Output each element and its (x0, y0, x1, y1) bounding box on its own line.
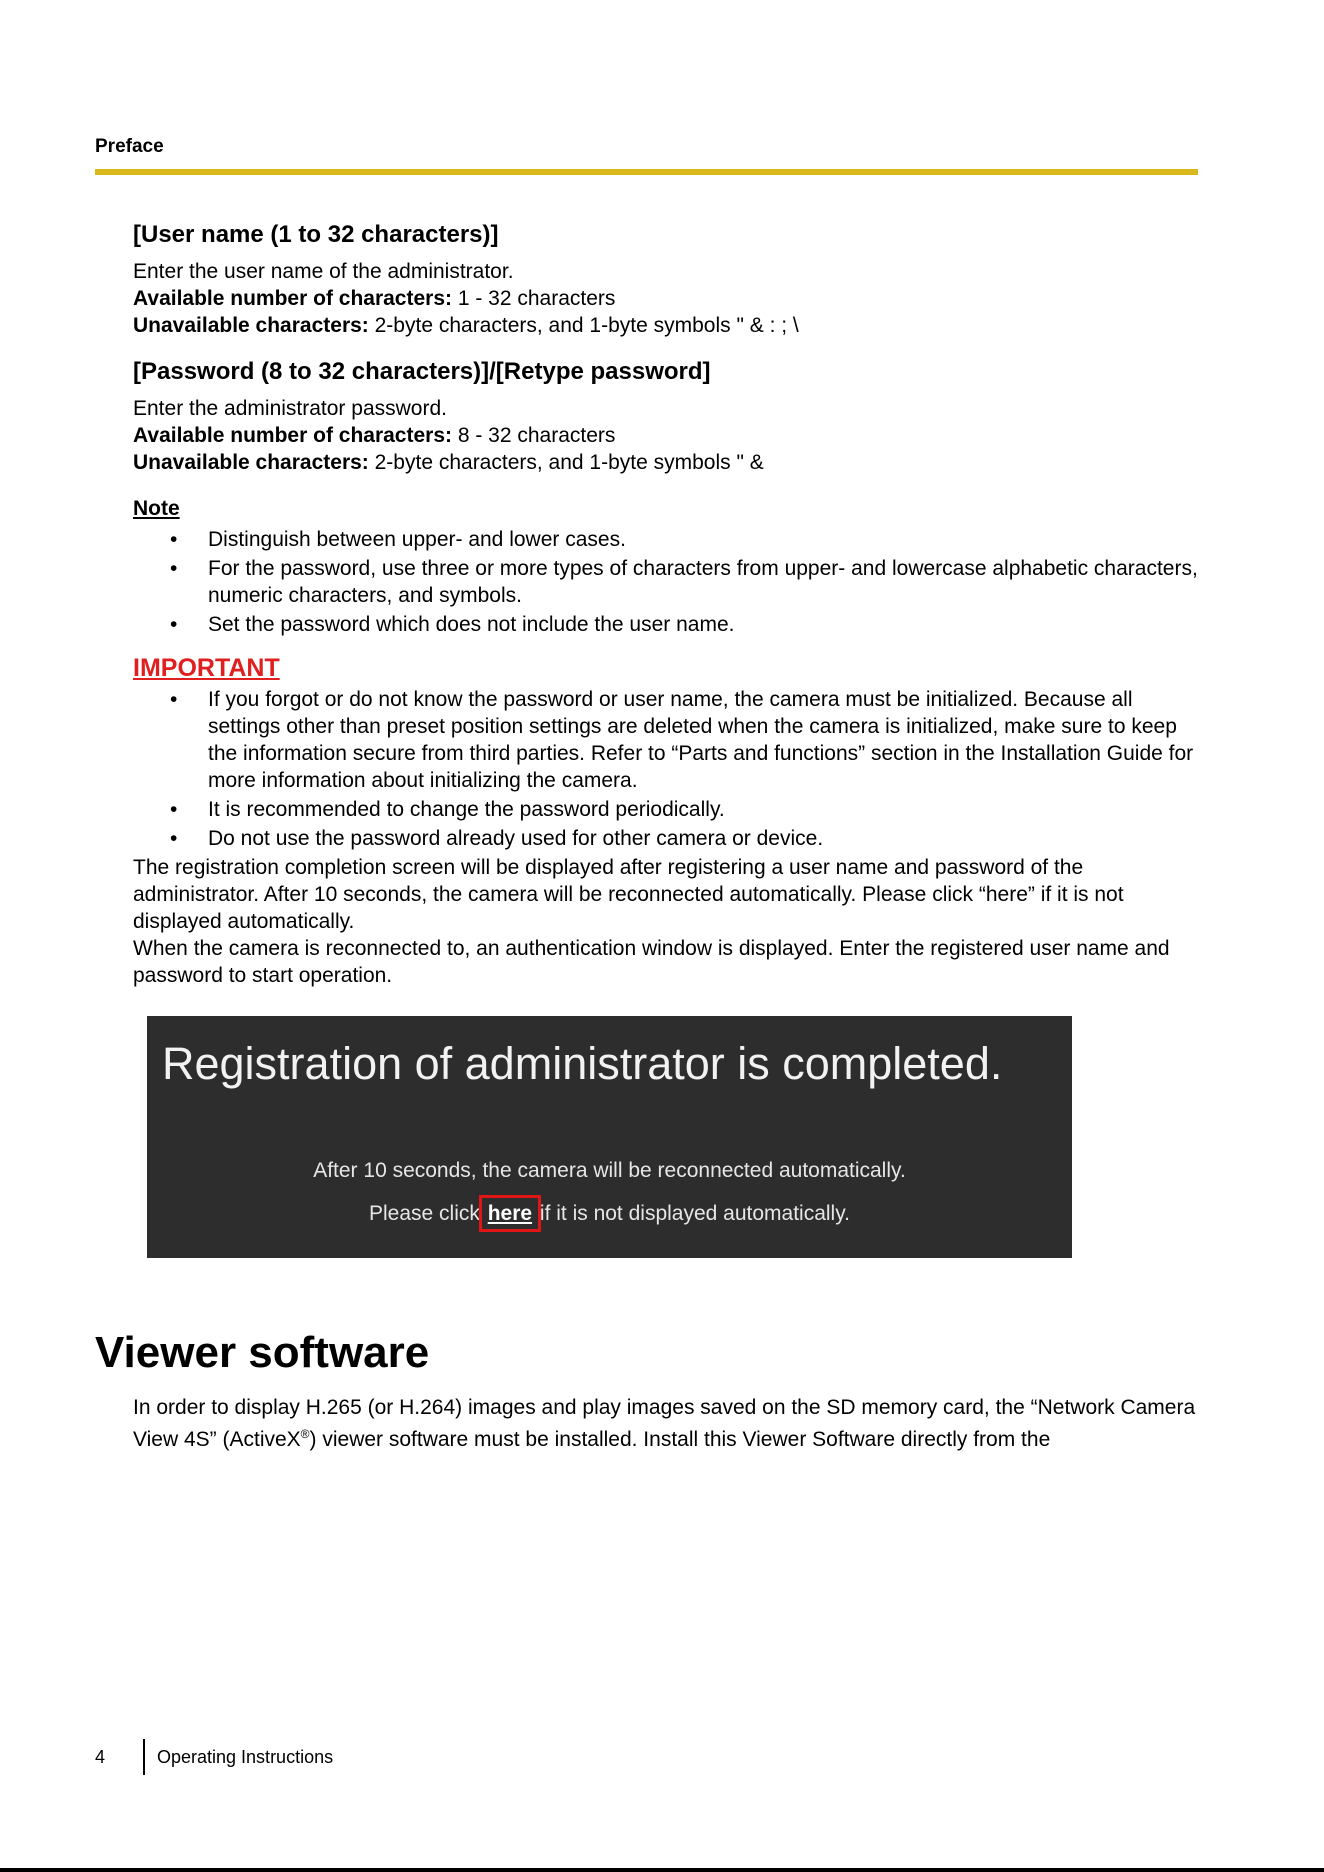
username-available-value: 1 - 32 characters (452, 287, 616, 310)
note-item (133, 555, 1203, 609)
note-item-text: Set the password which does not include the user name. (208, 613, 735, 636)
password-unavailable-value: 2-byte characters, and 1-byte symbols " & (368, 451, 764, 474)
password-description: Enter the administrator password. (133, 397, 447, 420)
password-available (133, 422, 1203, 449)
password-section (133, 355, 1203, 476)
bullet-icon: • (170, 528, 178, 551)
note-label: Note (133, 497, 180, 520)
password-heading: [Password (8 to 32 characters)]/[Retype password] (133, 358, 711, 385)
here-link[interactable]: here (487, 1202, 533, 1225)
bullet-icon: • (170, 613, 178, 636)
page-bottom-border (0, 1868, 1324, 1872)
screenshot-click-prefix: Please click (368, 1202, 486, 1225)
viewer-text-part2: ) viewer software must be installed. Install this Viewer Software directly from the (309, 1428, 1051, 1451)
important-label: IMPORTANT (133, 654, 280, 682)
viewer-software-body (133, 1394, 1203, 1453)
bullet-icon: • (170, 827, 178, 850)
password-unavailable-label: Unavailable characters: (133, 451, 369, 474)
password-unavailable (133, 449, 1203, 476)
bullet-icon: • (170, 798, 178, 821)
registration-complete-screenshot (147, 1016, 1072, 1258)
viewer-text-part1: In order to display H.265 (or H.264) images and play images saved on the SD memory card, the “Network Camera View 4S” (ActiveX (133, 1396, 1196, 1451)
viewer-software-paragraph (133, 1394, 1203, 1453)
important-item-text: It is recommended to change the password periodically. (208, 798, 725, 821)
username-unavailable-value: 2-byte characters, and 1-byte symbols " & : ; \ (368, 314, 799, 337)
username-unavailable (133, 312, 1203, 339)
completion-paragraph: The registration completion screen will be displayed after registering a user name and password of the administrator. After 10 seconds, the camera will be reconnected automatically. Please click “here” if it is not displayed automatically. (133, 856, 1124, 933)
username-description: Enter the user name of the administrator. (133, 260, 514, 283)
note-item-text: Distinguish between upper- and lower cases. (208, 528, 626, 551)
bullet-icon: • (170, 557, 178, 580)
note-item (133, 526, 1203, 553)
password-available-value: 8 - 32 characters (452, 424, 616, 447)
important-item (133, 796, 1203, 823)
header-rule (95, 169, 1198, 175)
note-item (133, 611, 1203, 638)
username-heading: [User name (1 to 32 characters)] (133, 221, 499, 248)
viewer-software-heading: Viewer software (95, 1328, 430, 1377)
username-unavailable-label: Unavailable characters: (133, 314, 369, 337)
main-content (133, 218, 1203, 989)
important-item (133, 825, 1203, 852)
password-available-label: Available number of characters: (133, 424, 452, 447)
footer-divider (143, 1739, 145, 1775)
username-available (133, 285, 1203, 312)
footer-doc-title: Operating Instructions (157, 1747, 334, 1767)
running-head: Preface (95, 136, 164, 157)
screenshot-title: Registration of administrator is completed. (162, 1038, 1003, 1089)
important-list (133, 686, 1203, 852)
note-list (133, 526, 1203, 638)
screenshot-click-suffix: if it is not displayed automatically. (534, 1202, 850, 1225)
registered-mark: ® (300, 1427, 310, 1441)
username-available-label: Available number of characters: (133, 287, 452, 310)
note-item-text: For the password, use three or more types of characters from upper- and lowercase alphabetic characters, numeric characters, and symbols. (208, 557, 1198, 607)
important-item-text: If you forgot or do not know the password or user name, the camera must be initialized. Because all settings other than preset position settings are deleted when the camera is initialized, make sure to keep the information secure from third parties. Refer to “Parts and functions” section in the Installation Guide for more information about initializing the camera. (208, 688, 1194, 792)
important-item (133, 686, 1203, 794)
bullet-icon: • (170, 688, 178, 711)
important-item-text: Do not use the password already used for other camera or device. (208, 827, 824, 850)
screenshot-reconnect-message: After 10 seconds, the camera will be reconnected automatically. (313, 1159, 906, 1182)
reconnect-paragraph: When the camera is reconnected to, an authentication window is displayed. Enter the registered user name and password to start operation. (133, 937, 1170, 987)
username-section (133, 218, 1203, 339)
screenshot-click-message (147, 1202, 1072, 1226)
page-number: 4 (95, 1747, 106, 1767)
